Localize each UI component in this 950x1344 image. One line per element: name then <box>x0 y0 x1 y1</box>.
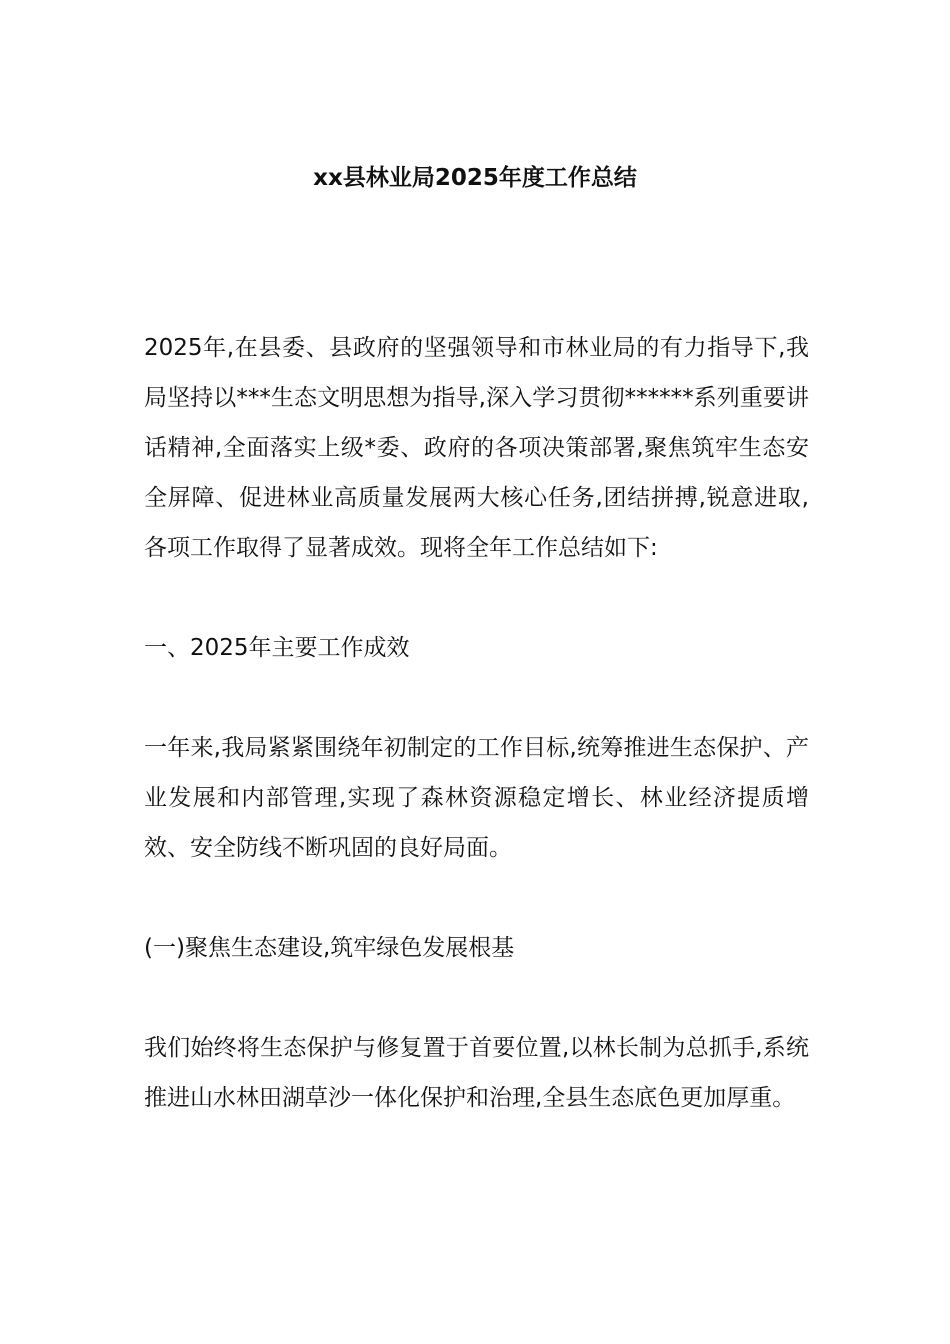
intro-paragraph: 2025年,在县委、县政府的坚强领导和市林业局的有力指导下,我局坚持以***生态文明思想为指导,深入学习贯彻******系列重要讲话精神,全面落实上级*委、政府的各项决策部署,聚焦筑牢生态安全屏障、促进林业高质量发展两大核心任务,团结拼搏,锐意进取,各项工作取得了显著成效。现将全年工作总结如下: <box>144 335 809 561</box>
document-title: xx县林业局2025年度工作总结 <box>313 165 637 191</box>
spacer <box>144 573 809 623</box>
spacer <box>144 973 809 1023</box>
subsection-heading: (一)聚焦生态建设,筑牢绿色发展根基 <box>144 935 515 961</box>
section-heading: 一、2025年主要工作成效 <box>144 635 410 661</box>
spacer <box>144 673 809 723</box>
spacer <box>144 873 809 923</box>
subsection-paragraph: 我们始终将生态保护与修复置于首要位置,以林长制为总抓手,系统推进山水林田湖草沙一体化保护和治理,全县生态底色更加厚重。 <box>144 1035 809 1111</box>
section-paragraph: 一年来,我局紧紧围绕年初制定的工作目标,统筹推进生态保护、产业发展和内部管理,实现了森林资源稳定增长、林业经济提质增效、安全防线不断巩固的良好局面。 <box>144 735 809 861</box>
document-body <box>144 323 809 1123</box>
